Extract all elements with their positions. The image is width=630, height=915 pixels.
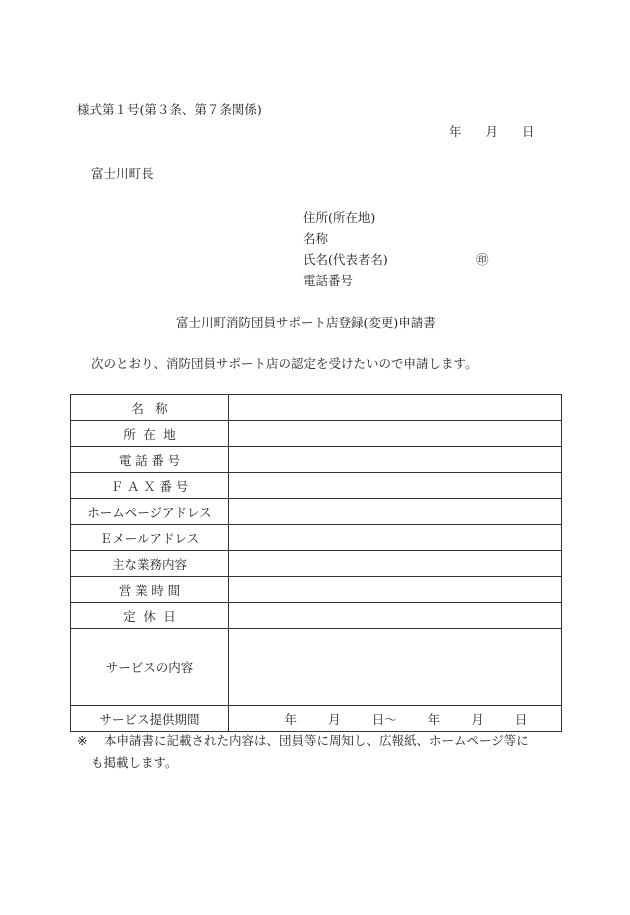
row-value-fax[interactable]: [229, 473, 562, 499]
applicant-name-label: 名称: [303, 231, 329, 246]
footnote-text-1: 本申請書に記載された内容は、団員等に周知し、広報紙、ホームページ等に: [104, 733, 529, 748]
seal-mark: ㊞: [476, 252, 489, 267]
row-label-period: サービス提供期間: [71, 706, 229, 732]
table-row: [71, 395, 562, 421]
period-start-year: 年: [284, 711, 298, 727]
row-value-holiday[interactable]: [229, 603, 562, 629]
row-value-phone[interactable]: [229, 447, 562, 473]
row-value-name[interactable]: [229, 395, 562, 421]
row-value-email[interactable]: [229, 525, 562, 551]
applicant-representative-label: 氏名(代表者名): [303, 252, 388, 267]
row-value-hours[interactable]: [229, 577, 562, 603]
addressee: 富士川町長: [91, 166, 154, 181]
row-label-address: 所在地: [71, 421, 229, 447]
table-row: [71, 603, 562, 629]
applicant-address-label: 住所(所在地): [303, 210, 376, 225]
period-start-month: 月: [328, 711, 341, 727]
table-row: [71, 421, 562, 447]
row-value-business[interactable]: [229, 551, 562, 577]
row-value-homepage[interactable]: [229, 499, 562, 525]
application-table: [70, 394, 562, 732]
table-row: [71, 525, 562, 551]
table-row: [71, 473, 562, 499]
intro-text: 次のとおり、消防団員サポート店の認定を受けたいので申請します。: [91, 356, 478, 371]
applicant-block: [303, 207, 489, 291]
table-row: [71, 629, 562, 706]
date-day: 日: [522, 124, 535, 139]
row-value-service[interactable]: [229, 629, 562, 706]
period-start-day: 日～: [371, 711, 397, 727]
row-label-email: Ｅメールアドレス: [71, 525, 229, 551]
application-date: [449, 122, 535, 140]
table-row: [71, 447, 562, 473]
row-label-name: 名称: [71, 395, 229, 421]
row-label-hours: 営業時間: [71, 577, 229, 603]
form-number: 様式第１号(第３条、第７条関係): [77, 102, 262, 117]
row-label-service: サービスの内容: [71, 629, 229, 706]
table-row: [71, 706, 562, 732]
row-label-holiday: 定休日: [71, 603, 229, 629]
row-label-business: 主な業務内容: [71, 551, 229, 577]
row-label-fax: ＦＡＸ番号: [71, 473, 229, 499]
date-month: 月: [485, 124, 499, 139]
period-end-day: 日: [514, 711, 528, 727]
footnote-line-2: も掲載します。: [91, 755, 178, 770]
row-label-phone: 電話番号: [71, 447, 229, 473]
row-label-homepage: ホームページアドレス: [71, 499, 229, 525]
footnote: [77, 730, 529, 774]
document-title: 富士川町消防団員サポート店登録(変更)申請書: [176, 315, 436, 330]
row-value-period[interactable]: [229, 706, 562, 732]
footnote-line-1: [77, 730, 529, 752]
period-end-year: 年: [427, 711, 441, 727]
date-year: 年: [449, 124, 462, 139]
applicant-representative-row: [303, 249, 489, 270]
applicant-phone-label: 電話番号: [303, 273, 354, 288]
row-value-address[interactable]: [229, 421, 562, 447]
table-row: [71, 551, 562, 577]
note-mark: ※: [77, 733, 88, 748]
table-row: [71, 499, 562, 525]
period-end-month: 月: [471, 711, 484, 727]
table-row: [71, 577, 562, 603]
